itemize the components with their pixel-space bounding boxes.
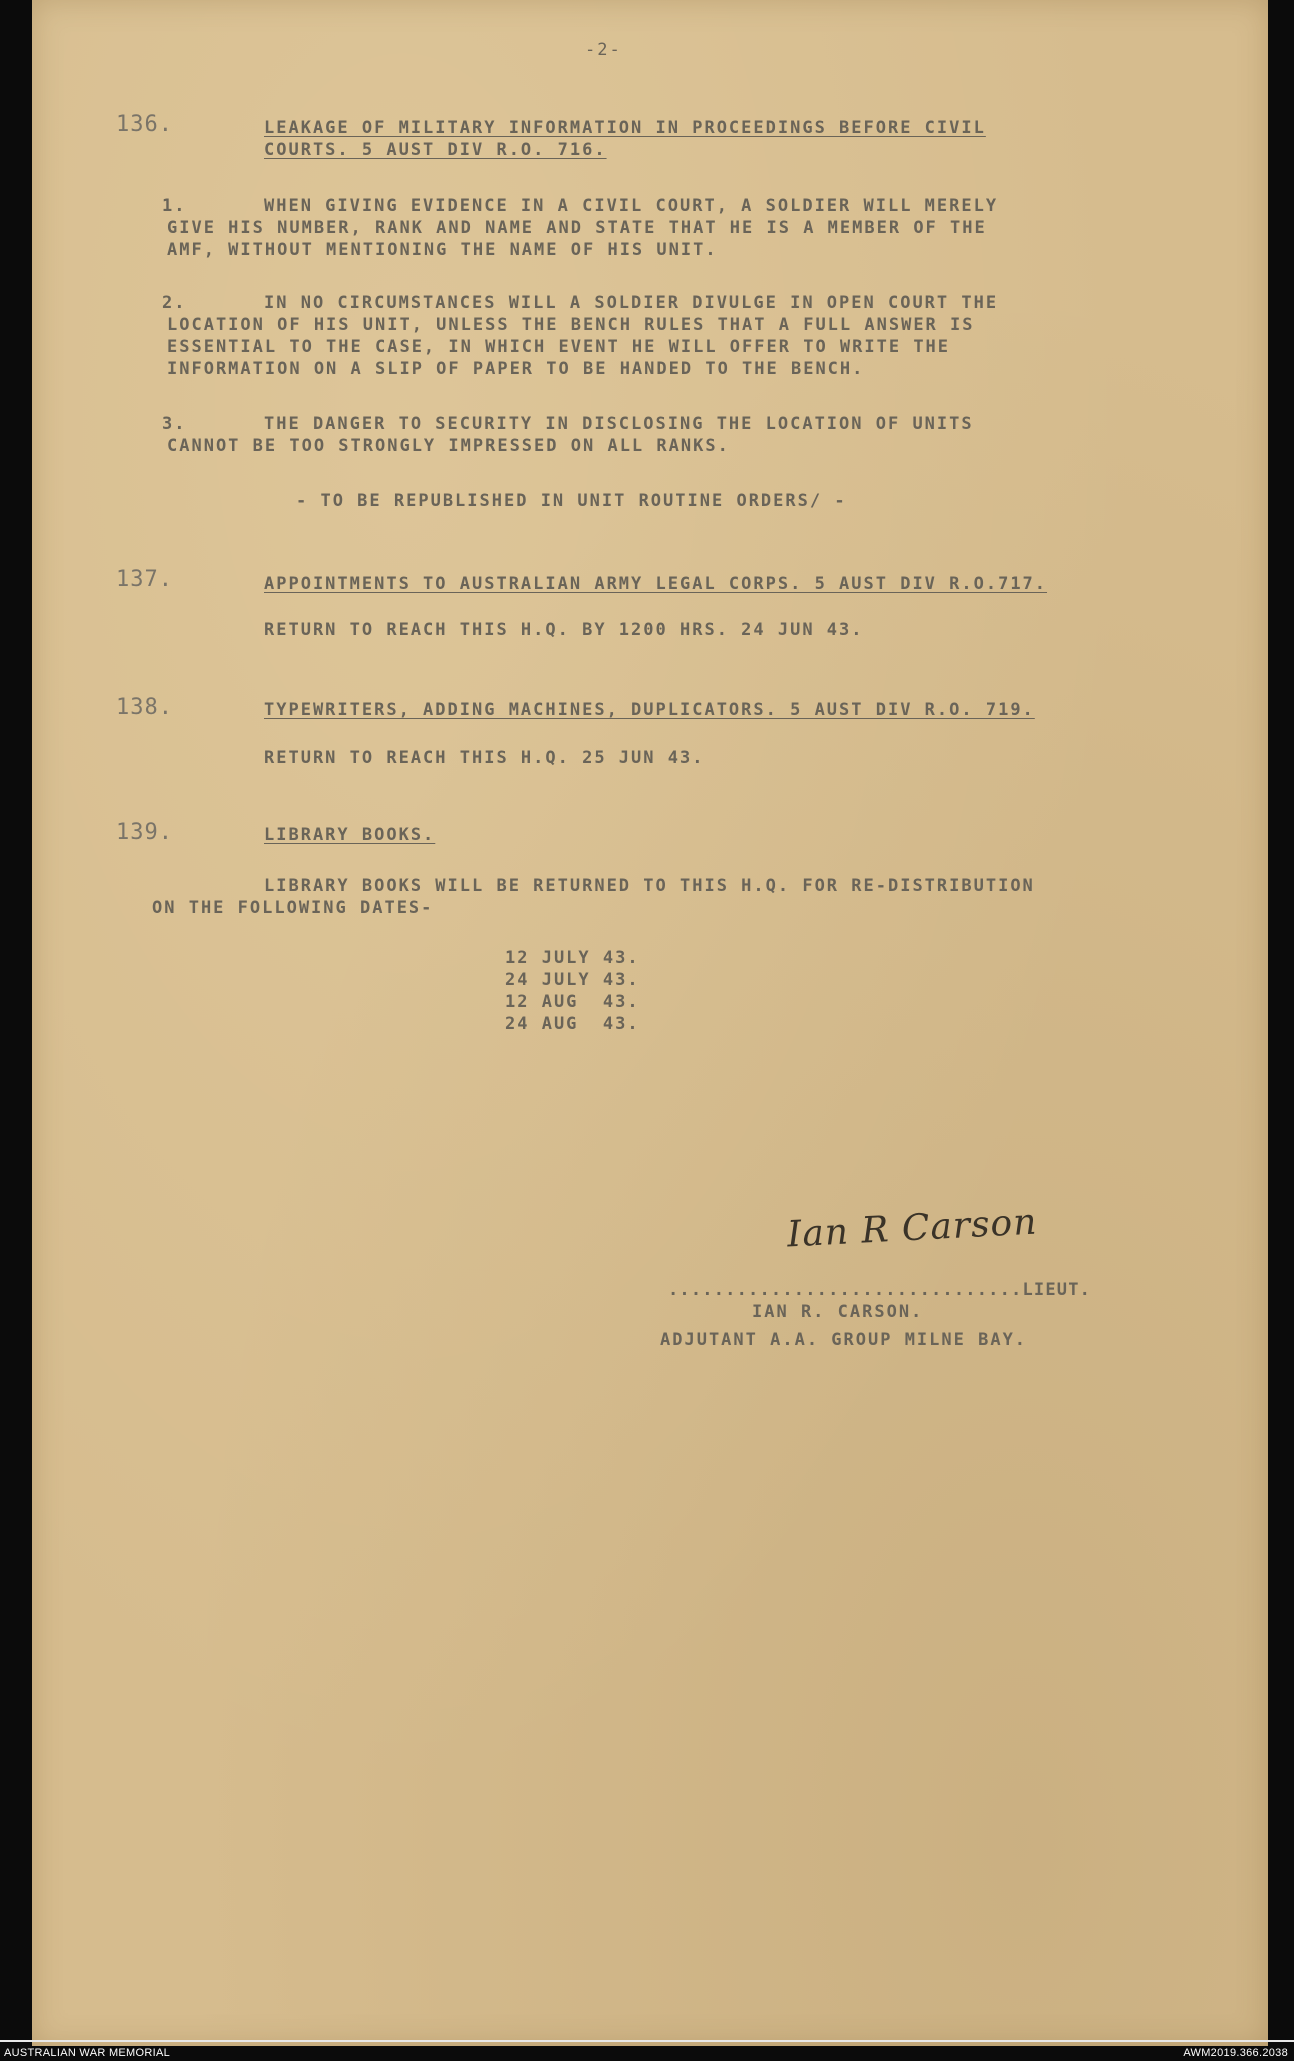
item-136-para2-number: 2. — [162, 293, 187, 313]
item-136-para3-line2: CANNOT BE TOO STRONGLY IMPRESSED ON ALL RANKS. — [167, 436, 730, 456]
page-number: -2- — [585, 40, 622, 60]
signatory-title: ADJUTANT A.A. GROUP MILNE BAY. — [660, 1330, 1028, 1350]
item-136-para2-line4: INFORMATION ON A SLIP OF PAPER TO BE HANDED TO THE BENCH. — [167, 359, 865, 379]
item-136-para2-line2: LOCATION OF HIS UNIT, UNLESS THE BENCH RULES THAT A FULL ANSWER IS — [167, 315, 975, 335]
item-139-body-line2: ON THE FOLLOWING DATES- — [152, 898, 434, 918]
item-136-number: 136. — [116, 112, 173, 137]
item-136-para1-line3: AMF, WITHOUT MENTIONING THE NAME OF HIS UNIT. — [167, 240, 718, 260]
date-entry: 24 JULY 43. — [505, 970, 640, 990]
signature-dots-line: ...............................LIEUT. — [668, 1280, 1092, 1300]
item-138-number: 138. — [116, 695, 173, 720]
signatory-name: IAN R. CARSON. — [752, 1302, 924, 1322]
handwritten-signature: Ian R Carson — [786, 1201, 1039, 1256]
date-entry: 12 AUG 43. — [505, 992, 640, 1012]
item-136-para2-line3: ESSENTIAL TO THE CASE, IN WHICH EVENT HE WILL OFFER TO WRITE THE — [167, 337, 951, 357]
footer-catalogue-id: AWM2019.366.2038 — [1183, 2047, 1288, 2059]
item-136-para3-line1: THE DANGER TO SECURITY IN DISCLOSING THE LOCATION OF UNITS — [264, 414, 974, 434]
bottom-border — [0, 2040, 1294, 2042]
item-139-body-line1: LIBRARY BOOKS WILL BE RETURNED TO THIS H.Q. FOR RE-DISTRIBUTION — [264, 876, 1035, 896]
date-entry: 12 JULY 43. — [505, 948, 640, 968]
item-136-note: - TO BE REPUBLISHED IN UNIT ROUTINE ORDERS/ - — [296, 491, 847, 511]
item-138-body: RETURN TO REACH THIS H.Q. 25 JUN 43. — [264, 748, 705, 768]
item-136-para2-line1: IN NO CIRCUMSTANCES WILL A SOLDIER DIVULGE IN OPEN COURT THE — [264, 293, 999, 313]
item-136-heading-line1: LEAKAGE OF MILITARY INFORMATION IN PROCEEDINGS BEFORE CIVIL — [264, 118, 986, 138]
item-137-body: RETURN TO REACH THIS H.Q. BY 1200 HRS. 24 JUN 43. — [264, 620, 864, 640]
item-136-para1-line1: WHEN GIVING EVIDENCE IN A CIVIL COURT, A SOLDIER WILL MERELY — [264, 196, 999, 216]
footer-institution: AUSTRALIAN WAR MEMORIAL — [4, 2047, 171, 2059]
item-136-para1-line2: GIVE HIS NUMBER, RANK AND NAME AND STATE THAT HE IS A MEMBER OF THE — [167, 218, 987, 238]
item-139-number: 139. — [116, 820, 173, 845]
item-136-heading-line2: COURTS. 5 AUST DIV R.O. 716. — [264, 140, 607, 160]
item-136-para1-number: 1. — [162, 196, 187, 216]
item-139-heading: LIBRARY BOOKS. — [264, 825, 436, 845]
document-page — [32, 0, 1268, 2046]
date-entry: 24 AUG 43. — [505, 1014, 640, 1034]
item-137-heading: APPOINTMENTS TO AUSTRALIAN ARMY LEGAL CORPS. 5 AUST DIV R.O.717. — [264, 574, 1048, 594]
item-136-para3-number: 3. — [162, 414, 187, 434]
item-138-heading: TYPEWRITERS, ADDING MACHINES, DUPLICATORS. 5 AUST DIV R.O. 719. — [264, 700, 1035, 720]
item-137-number: 137. — [116, 567, 173, 592]
